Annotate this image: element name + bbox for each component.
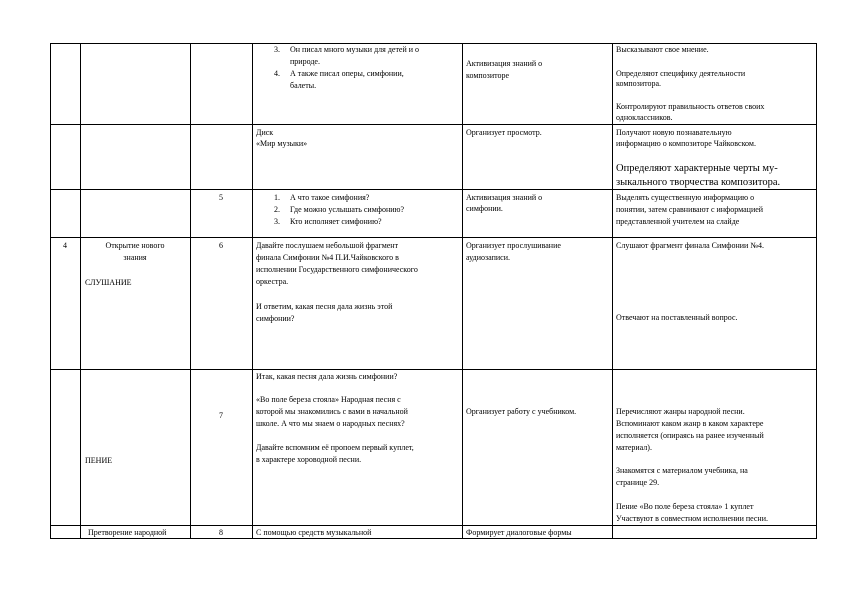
student-activity: композитора.: [616, 79, 662, 88]
student-activity: Вспоминают каком жанр в каком характере: [616, 419, 764, 428]
row-divider-3: [50, 237, 817, 238]
slide-number: 7: [219, 411, 223, 420]
column-rule-6: [816, 43, 817, 538]
content-text: Давайте вспомним её пропоем первый куплет,: [256, 443, 414, 452]
content-text: Диск: [256, 128, 274, 137]
list-number: 2.: [274, 205, 280, 214]
content-text: А также писал оперы, симфонии,: [290, 69, 404, 78]
teacher-activity: симфонии.: [466, 204, 503, 213]
stage-title: знания: [123, 253, 147, 262]
student-activity: Выделять существенную информацию о: [616, 193, 755, 202]
content-text: школе. А что мы знаем о народных песнях?: [256, 419, 405, 428]
slide-number: 5: [219, 193, 223, 202]
content-text: исполнении Государственного симфонического: [256, 265, 418, 274]
teacher-activity: Организует просмотр.: [466, 128, 542, 137]
content-text: Итак, какая песня дала жизнь симфонии?: [256, 372, 398, 381]
column-rule-5: [612, 43, 613, 538]
content-text: в характере хороводной песни.: [256, 455, 362, 464]
column-rule-2: [190, 43, 191, 538]
student-activity: представленной учителем на слайде: [616, 217, 740, 226]
slide-number: 6: [219, 241, 223, 250]
row-divider-1: [50, 124, 817, 125]
teacher-activity: Организует прослушивание: [466, 241, 561, 250]
student-activity: Перечисляют жанры народной песни.: [616, 407, 745, 416]
row-divider-2: [50, 189, 817, 190]
list-number: 1.: [274, 193, 280, 202]
student-activity: исполняется (опираясь на ранее изученный: [616, 431, 764, 440]
content-text: Кто исполняет симфонию?: [290, 217, 382, 226]
content-text: Где можно услышать симфонию?: [290, 205, 405, 214]
student-activity: информацию о композиторе Чайковском.: [616, 139, 756, 148]
student-activity: материал).: [616, 443, 652, 452]
content-text: симфонии?: [256, 314, 295, 323]
content-text: балеты.: [290, 81, 317, 90]
list-number: 3.: [274, 45, 280, 54]
column-rule-4: [462, 43, 463, 538]
stage-title: Претворение народной: [88, 528, 167, 537]
student-activity: одноклассников.: [616, 113, 673, 122]
teacher-activity: Активизация знаний о: [466, 59, 543, 68]
student-activity: Высказывают свое мнение.: [616, 45, 709, 54]
content-text: И ответим, какая песня дала жизнь этой: [256, 302, 393, 311]
teacher-activity: Организует работу с учебником.: [466, 407, 577, 416]
student-activity: Участвуют в совместном исполнении песни.: [616, 514, 768, 523]
column-rule-1: [80, 43, 81, 538]
content-text: А что такое симфония?: [290, 193, 370, 202]
student-activity: зыкального творчества композитора.: [616, 177, 781, 188]
content-text: «Мир музыки»: [256, 139, 308, 148]
content-text: «Во поле береза стояла» Народная песня с: [256, 395, 401, 404]
content-text: финала Симфонии №4 П.И.Чайковского в: [256, 253, 399, 262]
student-activity: Определяют характерные черты му-: [616, 163, 778, 174]
student-activity: странице 29.: [616, 478, 660, 487]
content-text: которой мы знакомились с вами в начальной: [256, 407, 408, 416]
content-text: С помощью средств музыкальной: [256, 528, 372, 537]
content-text: природе.: [290, 57, 320, 66]
student-activity: Отвечают на поставленный вопрос.: [616, 313, 738, 322]
student-activity: Пение «Во поле береза стояла» 1 куплет: [616, 502, 754, 511]
stage-activity-label: ПЕНИЕ: [85, 456, 113, 465]
slide-number: 8: [219, 528, 223, 537]
student-activity: понятии, затем сравнивают с информацией: [616, 205, 764, 214]
teacher-activity: Формирует диалоговые формы: [466, 528, 572, 537]
student-activity: Получают новую познавательную: [616, 128, 732, 137]
row-divider-5: [50, 525, 817, 526]
content-text: оркестра.: [256, 277, 289, 286]
teacher-activity: Активизация знаний о: [466, 193, 543, 202]
table-rule-bottom: [50, 538, 817, 539]
teacher-activity: аудиозаписи.: [466, 253, 510, 262]
student-activity: Контролируют правильность ответов своих: [616, 102, 765, 111]
teacher-activity: композиторе: [466, 71, 510, 80]
content-text: Давайте послушаем небольшой фрагмент: [256, 241, 399, 250]
list-number: 4.: [274, 69, 280, 78]
student-activity: Слушают фрагмент финала Симфонии №4.: [616, 241, 764, 250]
stage-title: Открытие нового: [105, 241, 165, 250]
list-number: 3.: [274, 217, 280, 226]
content-text: Он писал много музыки для детей и о: [290, 45, 420, 54]
student-activity: Знакомятся с материалом учебника, на: [616, 466, 748, 475]
row-divider-4: [50, 369, 817, 370]
student-activity: Определяют специфику деятельности: [616, 69, 746, 78]
stage-number: 4: [63, 241, 67, 250]
column-rule-0: [50, 43, 51, 538]
column-rule-3: [252, 43, 253, 538]
stage-activity-label: СЛУШАНИЕ: [85, 278, 132, 287]
